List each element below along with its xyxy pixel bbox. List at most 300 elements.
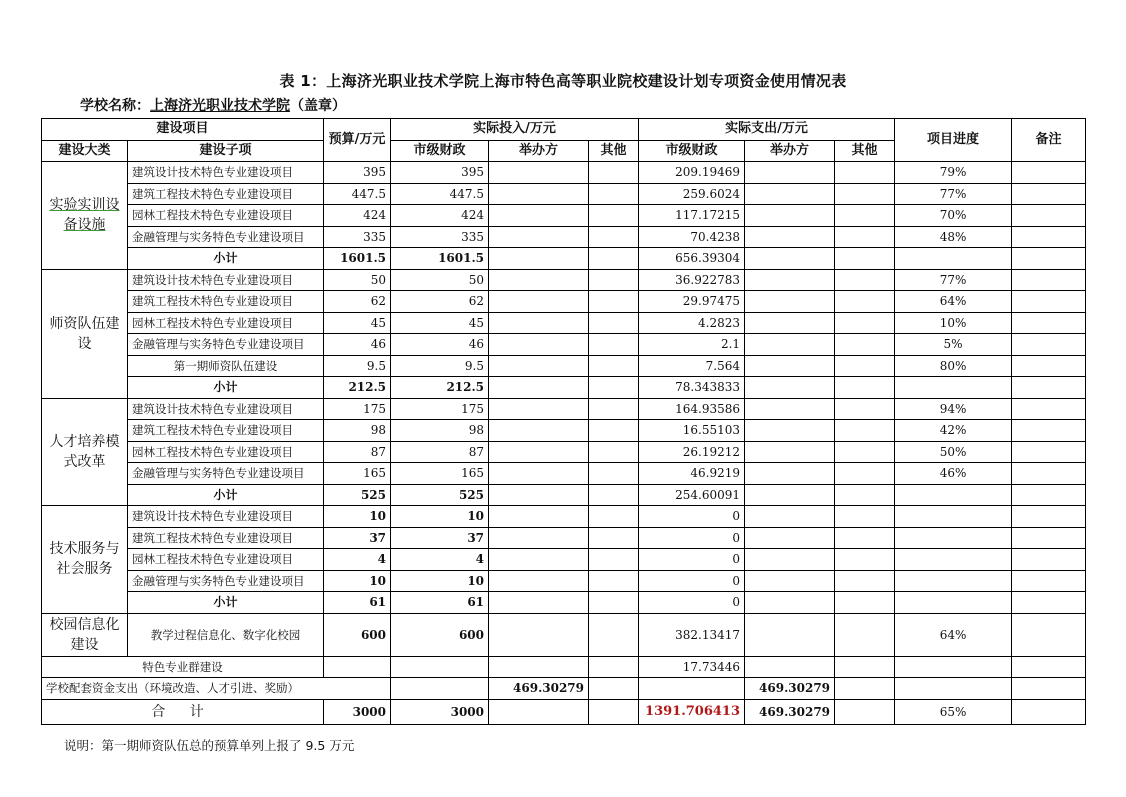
invest-municipal-cell: 424 bbox=[391, 205, 489, 227]
invest-other-cell bbox=[589, 463, 639, 485]
progress-cell bbox=[895, 570, 1012, 592]
spend-sponsor-cell bbox=[745, 463, 835, 485]
subproject-cell: 建筑工程技术特色专业建设项目 bbox=[128, 183, 324, 205]
subproject-cell: 金融管理与实务特色专业建设项目 bbox=[128, 226, 324, 248]
subtotal-invest-other bbox=[589, 377, 639, 399]
progress-cell bbox=[895, 506, 1012, 528]
remark-cell bbox=[1012, 656, 1086, 678]
school-name: 上海济光职业技术学院 bbox=[150, 98, 290, 114]
invest-sponsor-cell bbox=[489, 398, 589, 420]
remark-cell bbox=[1012, 269, 1086, 291]
remark-cell bbox=[1012, 291, 1086, 313]
subtotal-spend-municipal: 254.60091 bbox=[639, 484, 745, 506]
subproject-cell: 园林工程技术特色专业建设项目 bbox=[128, 441, 324, 463]
progress-cell: 50% bbox=[895, 441, 1012, 463]
remark-cell bbox=[1012, 355, 1086, 377]
invest-other-cell bbox=[589, 441, 639, 463]
spend-municipal-cell bbox=[639, 678, 745, 700]
budget-cell: 46 bbox=[324, 334, 391, 356]
spend-other-cell bbox=[835, 420, 895, 442]
subtotal-label: 小计 bbox=[128, 377, 324, 399]
subtotal-label: 小计 bbox=[128, 248, 324, 270]
subtotal-invest-other bbox=[589, 592, 639, 614]
budget-cell: 37 bbox=[324, 527, 391, 549]
spend-municipal-cell: 164.93586 bbox=[639, 398, 745, 420]
subtotal-invest-other bbox=[589, 484, 639, 506]
subtotal-progress bbox=[895, 248, 1012, 270]
invest-sponsor-cell bbox=[489, 334, 589, 356]
budget-cell: 50 bbox=[324, 269, 391, 291]
invest-sponsor-cell bbox=[489, 570, 589, 592]
invest-municipal-cell bbox=[391, 678, 489, 700]
subtotal-row bbox=[42, 592, 1086, 614]
spend-other-cell bbox=[835, 334, 895, 356]
header-spend: 实际支出/万元 bbox=[639, 119, 895, 141]
subtotal-invest-municipal: 61 bbox=[391, 592, 489, 614]
table-row bbox=[42, 420, 1086, 442]
category-cell: 实验实训设备设施 bbox=[42, 162, 128, 270]
spend-sponsor-cell bbox=[745, 420, 835, 442]
school-line bbox=[80, 95, 346, 115]
subproject-cell: 建筑工程技术特色专业建设项目 bbox=[128, 291, 324, 313]
invest-sponsor-cell: 469.30279 bbox=[489, 678, 589, 700]
invest-other-cell bbox=[589, 269, 639, 291]
progress-cell: 10% bbox=[895, 312, 1012, 334]
subtotal-row bbox=[42, 377, 1086, 399]
subtotal-spend-municipal: 0 bbox=[639, 592, 745, 614]
invest-municipal-cell: 62 bbox=[391, 291, 489, 313]
subtotal-spend-sponsor bbox=[745, 484, 835, 506]
header-category: 建设大类 bbox=[42, 140, 128, 162]
remark-cell bbox=[1012, 678, 1086, 700]
invest-municipal-cell: 10 bbox=[391, 570, 489, 592]
subtotal-invest-other bbox=[589, 248, 639, 270]
subproject-cell: 园林工程技术特色专业建设项目 bbox=[128, 205, 324, 227]
invest-other-cell bbox=[589, 549, 639, 571]
invest-municipal-cell: 600 bbox=[391, 613, 489, 656]
remark-cell bbox=[1012, 549, 1086, 571]
invest-other-cell bbox=[589, 334, 639, 356]
invest-sponsor-cell bbox=[489, 183, 589, 205]
subtotal-spend-other bbox=[835, 377, 895, 399]
spend-sponsor-cell bbox=[745, 570, 835, 592]
subproject-cell: 金融管理与实务特色专业建设项目 bbox=[128, 334, 324, 356]
subproject-cell: 建筑工程技术特色专业建设项目 bbox=[128, 420, 324, 442]
spend-sponsor-cell: 469.30279 bbox=[745, 678, 835, 700]
table-row bbox=[42, 549, 1086, 571]
total-invest-other bbox=[589, 699, 639, 724]
spend-sponsor-cell bbox=[745, 269, 835, 291]
subtotal-remark bbox=[1012, 377, 1086, 399]
subtotal-invest-municipal: 212.5 bbox=[391, 377, 489, 399]
spend-municipal-cell: 117.17215 bbox=[639, 205, 745, 227]
invest-municipal-cell bbox=[391, 656, 489, 678]
table-row bbox=[42, 269, 1086, 291]
invest-other-cell bbox=[589, 205, 639, 227]
invest-other-cell bbox=[589, 226, 639, 248]
invest-municipal-cell: 50 bbox=[391, 269, 489, 291]
invest-other-cell bbox=[589, 312, 639, 334]
progress-cell bbox=[895, 656, 1012, 678]
invest-other-cell bbox=[589, 291, 639, 313]
remark-cell bbox=[1012, 463, 1086, 485]
invest-other-cell bbox=[589, 678, 639, 700]
progress-cell: 77% bbox=[895, 183, 1012, 205]
subtotal-invest-sponsor bbox=[489, 484, 589, 506]
subtotal-remark bbox=[1012, 592, 1086, 614]
subtotal-budget: 525 bbox=[324, 484, 391, 506]
subtotal-invest-sponsor bbox=[489, 377, 589, 399]
table-row bbox=[42, 398, 1086, 420]
campus-it-row bbox=[42, 613, 1086, 656]
spend-sponsor-cell bbox=[745, 549, 835, 571]
subproject-cell: 建筑设计技术特色专业建设项目 bbox=[128, 398, 324, 420]
invest-sponsor-cell bbox=[489, 420, 589, 442]
table-row bbox=[42, 205, 1086, 227]
subtotal-budget: 212.5 bbox=[324, 377, 391, 399]
budget-cell: 424 bbox=[324, 205, 391, 227]
subtotal-spend-municipal: 656.39304 bbox=[639, 248, 745, 270]
invest-municipal-cell: 4 bbox=[391, 549, 489, 571]
budget-cell: 9.5 bbox=[324, 355, 391, 377]
invest-sponsor-cell bbox=[489, 312, 589, 334]
invest-other-cell bbox=[589, 420, 639, 442]
remark-cell bbox=[1012, 527, 1086, 549]
budget-cell: 10 bbox=[324, 570, 391, 592]
total-budget: 3000 bbox=[324, 699, 391, 724]
subtotal-spend-other bbox=[835, 592, 895, 614]
spend-sponsor-cell bbox=[745, 226, 835, 248]
subtotal-progress bbox=[895, 377, 1012, 399]
budget-cell: 447.5 bbox=[324, 183, 391, 205]
spend-other-cell bbox=[835, 656, 895, 678]
progress-cell: 77% bbox=[895, 269, 1012, 291]
subtotal-spend-other bbox=[835, 248, 895, 270]
invest-municipal-cell: 46 bbox=[391, 334, 489, 356]
remark-cell bbox=[1012, 441, 1086, 463]
subtotal-invest-sponsor bbox=[489, 592, 589, 614]
invest-municipal-cell: 45 bbox=[391, 312, 489, 334]
invest-other-cell bbox=[589, 162, 639, 184]
spend-sponsor-cell bbox=[745, 162, 835, 184]
budget-cell: 395 bbox=[324, 162, 391, 184]
header-spend-sponsor: 举办方 bbox=[745, 140, 835, 162]
spend-sponsor-cell bbox=[745, 527, 835, 549]
spend-municipal-cell: 0 bbox=[639, 549, 745, 571]
page-title: 表 1：上海济光职业技术学院上海市特色高等职业院校建设计划专项资金使用情况表 bbox=[279, 72, 847, 90]
category-cell: 校园信息化建设 bbox=[42, 613, 128, 656]
invest-sponsor-cell bbox=[489, 656, 589, 678]
spend-sponsor-cell bbox=[745, 291, 835, 313]
header-invest: 实际投入/万元 bbox=[391, 119, 639, 141]
remark-cell bbox=[1012, 613, 1086, 656]
header-budget: 预算/万元 bbox=[324, 119, 391, 162]
progress-cell: 70% bbox=[895, 205, 1012, 227]
remark-cell bbox=[1012, 183, 1086, 205]
spend-other-cell bbox=[835, 506, 895, 528]
progress-cell: 80% bbox=[895, 355, 1012, 377]
table-row bbox=[42, 527, 1086, 549]
subproject-cell: 教学过程信息化、数字化校园 bbox=[128, 613, 324, 656]
budget-cell: 62 bbox=[324, 291, 391, 313]
spend-municipal-cell: 382.13417 bbox=[639, 613, 745, 656]
spend-sponsor-cell bbox=[745, 506, 835, 528]
table-row bbox=[42, 312, 1086, 334]
spend-other-cell bbox=[835, 613, 895, 656]
subtotal-row bbox=[42, 484, 1086, 506]
progress-cell: 48% bbox=[895, 226, 1012, 248]
spend-other-cell bbox=[835, 226, 895, 248]
subproject-cell: 园林工程技术特色专业建设项目 bbox=[128, 549, 324, 571]
subtotal-spend-municipal: 78.343833 bbox=[639, 377, 745, 399]
remark-cell bbox=[1012, 506, 1086, 528]
invest-municipal-cell: 37 bbox=[391, 527, 489, 549]
invest-other-cell bbox=[589, 570, 639, 592]
subproject-cell: 建筑设计技术特色专业建设项目 bbox=[128, 269, 324, 291]
remark-cell bbox=[1012, 570, 1086, 592]
subtotal-row bbox=[42, 248, 1086, 270]
total-remark bbox=[1012, 699, 1086, 724]
subtotal-label: 小计 bbox=[128, 484, 324, 506]
school-suffix: （盖章） bbox=[290, 98, 346, 114]
invest-municipal-cell: 87 bbox=[391, 441, 489, 463]
spend-municipal-cell: 26.19212 bbox=[639, 441, 745, 463]
subproject-cell: 园林工程技术特色专业建设项目 bbox=[128, 312, 324, 334]
spend-sponsor-cell bbox=[745, 312, 835, 334]
subtotal-progress bbox=[895, 592, 1012, 614]
remark-cell bbox=[1012, 162, 1086, 184]
header-project: 建设项目 bbox=[42, 119, 324, 141]
subtotal-budget: 1601.5 bbox=[324, 248, 391, 270]
total-spend-other bbox=[835, 699, 895, 724]
header-spend-municipal: 市级财政 bbox=[639, 140, 745, 162]
progress-cell: 42% bbox=[895, 420, 1012, 442]
subproject-cell: 第一期师资队伍建设 bbox=[128, 355, 324, 377]
table-row bbox=[42, 355, 1086, 377]
footnote: 说明：第一期师资队伍总的预算单列上报了 9.5 万元 bbox=[64, 738, 355, 753]
special-group-label: 特色专业群建设 bbox=[42, 656, 324, 678]
subtotal-spend-sponsor bbox=[745, 377, 835, 399]
table-row bbox=[42, 183, 1086, 205]
invest-municipal-cell: 335 bbox=[391, 226, 489, 248]
spend-other-cell bbox=[835, 312, 895, 334]
subproject-cell: 建筑设计技术特色专业建设项目 bbox=[128, 162, 324, 184]
total-spend-sponsor: 469.30279 bbox=[745, 699, 835, 724]
invest-sponsor-cell bbox=[489, 441, 589, 463]
invest-sponsor-cell bbox=[489, 355, 589, 377]
spend-municipal-cell: 4.2823 bbox=[639, 312, 745, 334]
progress-cell bbox=[895, 527, 1012, 549]
invest-municipal-cell: 447.5 bbox=[391, 183, 489, 205]
table-row bbox=[42, 441, 1086, 463]
invest-other-cell bbox=[589, 527, 639, 549]
spend-municipal-cell: 0 bbox=[639, 506, 745, 528]
invest-sponsor-cell bbox=[489, 162, 589, 184]
spend-municipal-cell: 70.4238 bbox=[639, 226, 745, 248]
table-row bbox=[42, 463, 1086, 485]
spend-municipal-cell: 29.97475 bbox=[639, 291, 745, 313]
table-row bbox=[42, 506, 1086, 528]
spend-sponsor-cell bbox=[745, 441, 835, 463]
spend-other-cell bbox=[835, 398, 895, 420]
budget-cell: 165 bbox=[324, 463, 391, 485]
header-progress: 项目进度 bbox=[895, 119, 1012, 162]
subtotal-invest-municipal: 525 bbox=[391, 484, 489, 506]
header-subproject: 建设子项 bbox=[128, 140, 324, 162]
school-funding-row bbox=[42, 678, 1086, 700]
budget-cell: 600 bbox=[324, 613, 391, 656]
progress-cell: 64% bbox=[895, 291, 1012, 313]
spend-sponsor-cell bbox=[745, 183, 835, 205]
spend-sponsor-cell bbox=[745, 355, 835, 377]
header-remark: 备注 bbox=[1012, 119, 1086, 162]
total-row bbox=[42, 699, 1086, 724]
invest-sponsor-cell bbox=[489, 205, 589, 227]
spend-sponsor-cell bbox=[745, 398, 835, 420]
total-invest-sponsor bbox=[489, 699, 589, 724]
spend-other-cell bbox=[835, 355, 895, 377]
invest-municipal-cell: 9.5 bbox=[391, 355, 489, 377]
subproject-cell: 金融管理与实务特色专业建设项目 bbox=[128, 463, 324, 485]
spend-municipal-cell: 36.922783 bbox=[639, 269, 745, 291]
header-invest-other: 其他 bbox=[589, 140, 639, 162]
invest-other-cell bbox=[589, 613, 639, 656]
invest-other-cell bbox=[589, 506, 639, 528]
spend-sponsor-cell bbox=[745, 656, 835, 678]
spend-other-cell bbox=[835, 678, 895, 700]
spend-other-cell bbox=[835, 570, 895, 592]
remark-cell bbox=[1012, 312, 1086, 334]
category-cell: 人才培养模式改革 bbox=[42, 398, 128, 506]
spend-other-cell bbox=[835, 183, 895, 205]
invest-municipal-cell: 395 bbox=[391, 162, 489, 184]
spend-municipal-cell: 16.55103 bbox=[639, 420, 745, 442]
spend-other-cell bbox=[835, 463, 895, 485]
budget-cell: 335 bbox=[324, 226, 391, 248]
spend-municipal-cell: 7.564 bbox=[639, 355, 745, 377]
spend-sponsor-cell bbox=[745, 334, 835, 356]
subtotal-budget: 61 bbox=[324, 592, 391, 614]
category-cell: 师资队伍建设 bbox=[42, 269, 128, 398]
remark-cell bbox=[1012, 398, 1086, 420]
table-row bbox=[42, 570, 1086, 592]
invest-other-cell bbox=[589, 656, 639, 678]
remark-cell bbox=[1012, 420, 1086, 442]
spend-other-cell bbox=[835, 441, 895, 463]
total-spend-municipal: 1391.706413 bbox=[639, 699, 745, 724]
remark-cell bbox=[1012, 334, 1086, 356]
invest-other-cell bbox=[589, 183, 639, 205]
progress-cell: 79% bbox=[895, 162, 1012, 184]
progress-cell: 94% bbox=[895, 398, 1012, 420]
spend-municipal-cell: 2.1 bbox=[639, 334, 745, 356]
invest-municipal-cell: 175 bbox=[391, 398, 489, 420]
invest-other-cell bbox=[589, 398, 639, 420]
spend-sponsor-cell bbox=[745, 613, 835, 656]
subtotal-spend-sponsor bbox=[745, 248, 835, 270]
budget-cell bbox=[324, 656, 391, 678]
spend-other-cell bbox=[835, 527, 895, 549]
progress-cell: 64% bbox=[895, 613, 1012, 656]
subproject-cell: 建筑设计技术特色专业建设项目 bbox=[128, 506, 324, 528]
remark-cell bbox=[1012, 226, 1086, 248]
invest-other-cell bbox=[589, 355, 639, 377]
subtotal-spend-sponsor bbox=[745, 592, 835, 614]
progress-cell bbox=[895, 549, 1012, 571]
subtotal-remark bbox=[1012, 484, 1086, 506]
invest-sponsor-cell bbox=[489, 506, 589, 528]
header-invest-sponsor: 举办方 bbox=[489, 140, 589, 162]
special-group-row bbox=[42, 656, 1086, 678]
category-cell: 技术服务与社会服务 bbox=[42, 506, 128, 614]
budget-cell: 10 bbox=[324, 506, 391, 528]
subproject-cell: 金融管理与实务特色专业建设项目 bbox=[128, 570, 324, 592]
subtotal-invest-municipal: 1601.5 bbox=[391, 248, 489, 270]
invest-sponsor-cell bbox=[489, 291, 589, 313]
invest-municipal-cell: 10 bbox=[391, 506, 489, 528]
subtotal-remark bbox=[1012, 248, 1086, 270]
funding-table bbox=[41, 118, 1086, 725]
invest-sponsor-cell bbox=[489, 269, 589, 291]
spend-municipal-cell: 17.73446 bbox=[639, 656, 745, 678]
header-spend-other: 其他 bbox=[835, 140, 895, 162]
table-row bbox=[42, 162, 1086, 184]
invest-municipal-cell: 98 bbox=[391, 420, 489, 442]
total-invest-municipal: 3000 bbox=[391, 699, 489, 724]
spend-other-cell bbox=[835, 549, 895, 571]
subtotal-progress bbox=[895, 484, 1012, 506]
header-invest-municipal: 市级财政 bbox=[391, 140, 489, 162]
progress-cell bbox=[895, 678, 1012, 700]
subtotal-label: 小计 bbox=[128, 592, 324, 614]
spend-other-cell bbox=[835, 162, 895, 184]
spend-sponsor-cell bbox=[745, 205, 835, 227]
budget-cell: 87 bbox=[324, 441, 391, 463]
budget-cell: 98 bbox=[324, 420, 391, 442]
school-funding-label: 学校配套资金支出（环境改造、人才引进、奖励） bbox=[42, 678, 391, 700]
total-progress: 65% bbox=[895, 699, 1012, 724]
subtotal-spend-other bbox=[835, 484, 895, 506]
table-row bbox=[42, 291, 1086, 313]
school-label: 学校名称： bbox=[80, 98, 150, 114]
budget-cell: 175 bbox=[324, 398, 391, 420]
budget-cell: 4 bbox=[324, 549, 391, 571]
spend-other-cell bbox=[835, 205, 895, 227]
invest-municipal-cell: 165 bbox=[391, 463, 489, 485]
total-label: 合 计 bbox=[42, 699, 324, 724]
spend-municipal-cell: 209.19469 bbox=[639, 162, 745, 184]
invest-sponsor-cell bbox=[489, 527, 589, 549]
budget-cell: 45 bbox=[324, 312, 391, 334]
spend-municipal-cell: 0 bbox=[639, 527, 745, 549]
invest-sponsor-cell bbox=[489, 613, 589, 656]
spend-municipal-cell: 46.9219 bbox=[639, 463, 745, 485]
subproject-cell: 建筑工程技术特色专业建设项目 bbox=[128, 527, 324, 549]
table-row bbox=[42, 226, 1086, 248]
spend-municipal-cell: 259.6024 bbox=[639, 183, 745, 205]
progress-cell: 5% bbox=[895, 334, 1012, 356]
invest-sponsor-cell bbox=[489, 226, 589, 248]
invest-sponsor-cell bbox=[489, 463, 589, 485]
spend-other-cell bbox=[835, 269, 895, 291]
spend-other-cell bbox=[835, 291, 895, 313]
invest-sponsor-cell bbox=[489, 549, 589, 571]
progress-cell: 46% bbox=[895, 463, 1012, 485]
table-row bbox=[42, 334, 1086, 356]
remark-cell bbox=[1012, 205, 1086, 227]
subtotal-invest-sponsor bbox=[489, 248, 589, 270]
spend-municipal-cell: 0 bbox=[639, 570, 745, 592]
